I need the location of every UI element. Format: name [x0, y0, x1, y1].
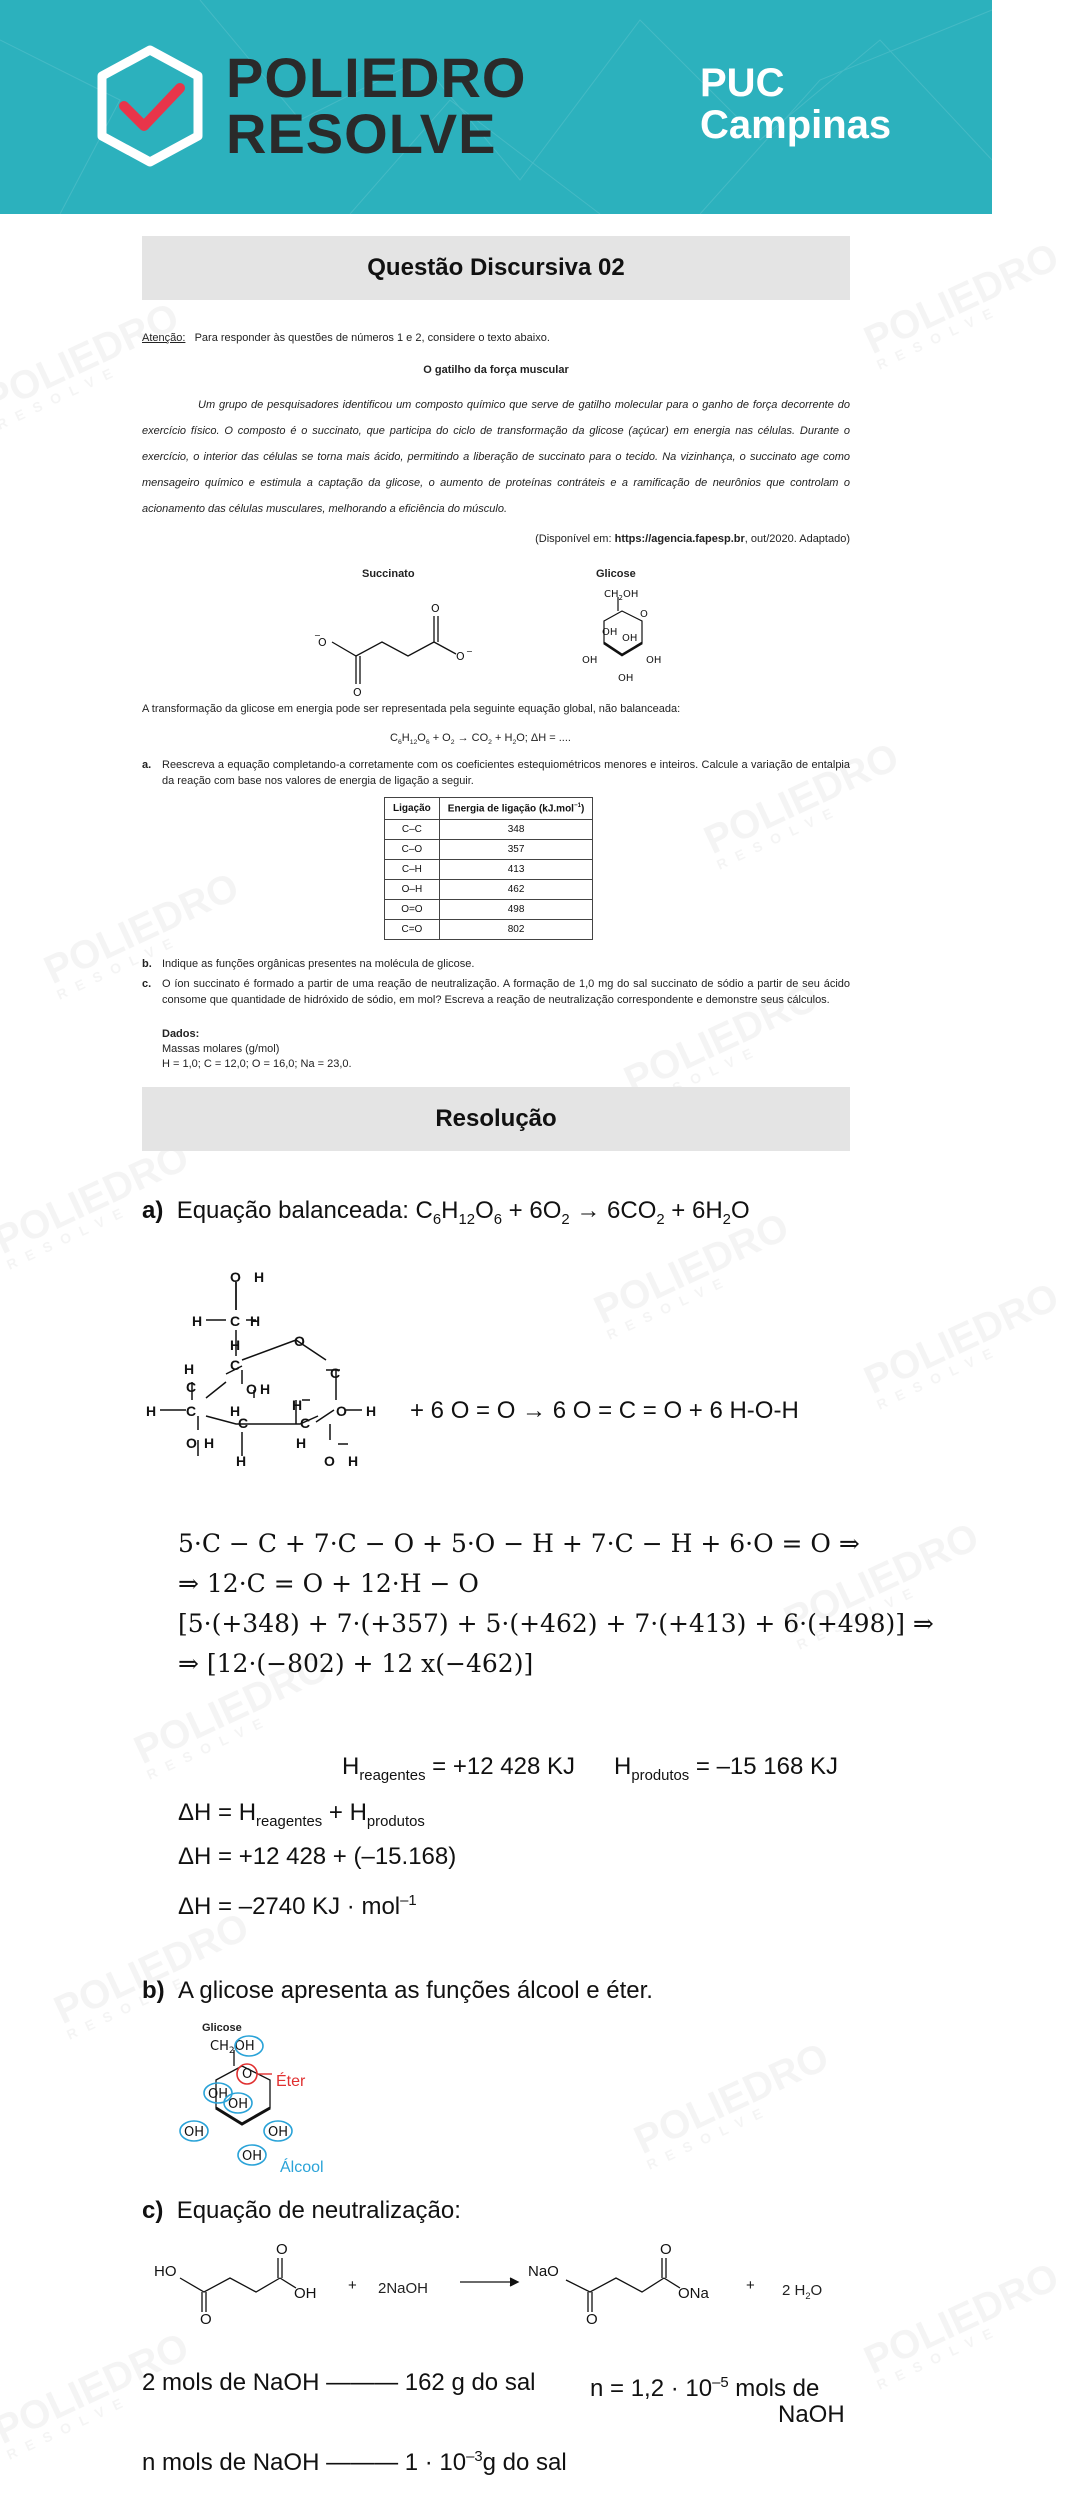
water-product: 2 $H_2O$ — [782, 2282, 823, 2301]
brand-name — [226, 46, 527, 165]
massas-label: Massas molares (g/mol) — [162, 1043, 280, 1055]
item-c-text: O íon succinato é formado a partir de uma reação de neutralização. A formação de 1,0 mg do sal succinato de sódio a partir de seu ácido consome que quantidade de hidróxido de sódio, em mol? Escreva a reação de neutralização correspondente e demonstre seus cálculos. — [162, 978, 850, 1006]
reaction-right-side: + 6 O = O → 6 O = C = O + 6 H-O-H — [410, 1397, 799, 1424]
svg-text:OH: OH — [242, 2149, 263, 2164]
svg-text:H: H — [250, 1313, 261, 1329]
svg-text:H: H — [192, 1313, 203, 1329]
glucose-structure — [582, 585, 682, 695]
math-line-3: [5·(+348) + 7·(+357) + 5·(+462) + 7·(+413) + 6·(+498)] ⇒ — [178, 1609, 934, 1638]
svg-text:ONa: ONa — [678, 2285, 709, 2302]
svg-text:OH: OH — [208, 2087, 229, 2102]
table-row: C–H 413 — [385, 860, 593, 880]
table-header-energy: Energia de ligação (kJ.mol$^{-1}$) — [439, 798, 593, 820]
svg-text:O: O — [230, 1269, 241, 1285]
calc-line-1-right: $n = 1,2 \cdot 10^{-5}$ mols de — [590, 2375, 820, 2402]
table-row: O–H 462 — [385, 880, 593, 900]
item-b-letter: b. — [142, 958, 152, 970]
dh-line-1: $\Delta H = H_{reagentes} + H_{produtos}$ — [178, 1799, 425, 1830]
table-row: C–O 357 — [385, 840, 593, 860]
alcool-label: Álcool — [280, 2159, 324, 2176]
text-title: O gatilho da força muscular — [423, 364, 569, 376]
svg-text:O: O — [640, 609, 648, 620]
question-title: Questão Discursiva 02 — [142, 236, 850, 300]
partner-name — [700, 62, 891, 146]
check-hexagon-icon — [94, 44, 206, 168]
svg-text:C: C — [300, 1415, 311, 1431]
svg-text:H: H — [146, 1403, 157, 1419]
svg-text:OH: OH — [184, 2125, 205, 2140]
succinato-label: Succinato — [362, 568, 415, 580]
item-a-letter: a. — [142, 759, 152, 771]
dh-line-3: ΔH = –2740 KJ · mol$^{-1}$ — [178, 1893, 417, 1920]
table-header-bond: Ligação — [385, 798, 440, 820]
table-row: C–C 348 — [385, 820, 593, 840]
svg-text:H: H — [230, 1337, 241, 1353]
svg-text:CH2OH: $CH_2OH$ — [210, 2039, 255, 2056]
svg-text:H: H — [260, 1381, 271, 1397]
resolution-c-line: c) Equação de neutralização: — [142, 2197, 461, 2224]
svg-text:H: H — [254, 1269, 265, 1285]
svg-text:O: O — [324, 1453, 335, 1469]
svg-text:O: O — [276, 2241, 288, 2258]
dados-label: Dados: — [162, 1028, 200, 1040]
svg-text:C: C — [230, 1357, 241, 1373]
svg-text:OH: OH — [582, 655, 598, 666]
resolution-a-line: a) Equação balanceada: $C_6H_{12}O_6 + 6O_2 \to 6CO_2 + 6H_2O$ — [142, 1197, 750, 1228]
svg-text:H: H — [366, 1403, 377, 1419]
transform-text: A transformação da glicose em energia pode ser representada pela seguinte equação global, não balanceada: — [142, 703, 681, 715]
math-line-1: 5·C − C + 7·C − O + 5·O − H + 7·C − H + 6·O = O ⇒ — [178, 1529, 860, 1558]
svg-text:OH: OH — [602, 627, 618, 638]
svg-text:OH: OH — [294, 2285, 317, 2302]
calc-line-1-right-2: NaOH — [778, 2401, 845, 2428]
svg-text:+: + — [746, 2277, 755, 2294]
svg-text:O: O — [246, 1381, 257, 1397]
svg-text:C: C — [330, 1365, 341, 1381]
calc-line-2: n mols de NaOH ——— $1 \cdot 10^{-3}g$ do sal — [142, 2449, 567, 2476]
h-produtos: $H_{produtos} = -15$ 168 KJ — [614, 1753, 839, 1784]
svg-text:O: O — [318, 636, 327, 649]
svg-text:O: O — [242, 2067, 253, 2082]
global-equation: $C_6H_{12}O_6 + O_2 \to CO_2 + H_2O$; ΔH = .... — [390, 732, 571, 747]
math-line-4: ⇒ [12·(−802) + 12 x(−462)] — [178, 1649, 534, 1678]
table-row: C=O 802 — [385, 920, 593, 940]
watermark — [859, 238, 1069, 372]
massas-values: H = 1,0; C = 12,0; O = 16,0; Na = 23,0. — [162, 1058, 352, 1070]
brand-line2: RESOLVE — [226, 102, 497, 165]
bond-energy-table — [384, 797, 593, 940]
svg-text:H: H — [296, 1435, 307, 1451]
watermark — [859, 1278, 1069, 1412]
glicose-b-label: Glicose — [202, 2022, 242, 2034]
calc-line-1-left: 2 mols de NaOH ——— 162 g do sal — [142, 2369, 536, 2396]
question-paragraph: Um grupo de pesquisadores identificou um composto químico que serve de gatilho molecular para o ganho de força decorrente do exercício físico. O composto é o succinato, que participa do ciclo de transformação da glicose (açúcar) em energia nas células. Durante o exercício, o interior das células se torna mais ácido, permitindo a liberação de succinato para o tecido. Na vizinhança, o succinato age como mensageiro químico e estimula a captação da glicose, o aumento de proteínas contráteis e a ramificação de neurônios que controlam o acionamento das células musculares, melhorando a eficiência do músculo. — [142, 399, 850, 515]
svg-text:O: O — [353, 686, 362, 699]
brand-line1: POLIEDRO — [226, 46, 527, 109]
svg-text:H: H — [348, 1453, 359, 1469]
svg-text:C: C — [186, 1379, 197, 1395]
attention-line: Atenção: Para responder às questões de números 1 e 2, considere o texto abaixo. — [142, 332, 550, 344]
item-a-text: Reescreva a equação completando-a corretamente com os coeficientes estequiométricos menores e inteiros. Calcule a variação de entalpia da reação com base nos valores de energia de ligação a seguir. — [162, 759, 850, 787]
svg-text:O: O — [660, 2241, 672, 2258]
header-banner — [0, 0, 992, 214]
watermark — [859, 2258, 1069, 2392]
svg-text:O: O — [431, 602, 440, 615]
dh-line-2: ΔH = +12 428 + (–15.168) — [178, 1843, 457, 1870]
svg-text:C: C — [238, 1415, 249, 1431]
naoh-reagent: 2NaOH — [378, 2280, 429, 2297]
item-b-text: Indique as funções orgânicas presentes na molécula de glicose. — [162, 958, 475, 970]
svg-text:O: O — [200, 2311, 212, 2328]
resolution-title: Resolução — [142, 1087, 850, 1151]
watermark — [629, 2038, 839, 2172]
svg-text:H: H — [292, 1397, 303, 1413]
svg-text:−: − — [314, 631, 321, 640]
svg-text:H: H — [204, 1435, 215, 1451]
source-line: (Disponível em: https://agencia.fapesp.br, out/2020. Adaptado) — [535, 533, 850, 545]
partner-line1: PUC — [700, 61, 785, 105]
item-c-letter: c. — [142, 978, 152, 990]
glucose-functions-structure — [176, 2036, 356, 2176]
table-row: O=O 498 — [385, 900, 593, 920]
svg-text:OH: OH — [228, 2097, 249, 2112]
eter-label: Éter — [276, 2073, 306, 2090]
succinate-structure — [310, 600, 473, 700]
svg-text:C: C — [186, 1403, 197, 1419]
svg-text:O: O — [586, 2311, 598, 2328]
svg-text:HO: HO — [154, 2263, 177, 2280]
svg-text:O: O — [294, 1333, 305, 1349]
svg-text:NaO: NaO — [528, 2263, 559, 2280]
svg-text:CH2OH: $CH_2OH$ — [604, 589, 639, 602]
svg-text:+: + — [348, 2277, 357, 2294]
h-reagentes: $H_{reagentes} = +12$ 428 KJ — [342, 1753, 575, 1784]
math-line-2: ⇒ 12·C = O + 12·H − O — [178, 1569, 479, 1598]
svg-text:O: O — [336, 1403, 347, 1419]
svg-text:O: O — [456, 650, 465, 663]
svg-text:C: C — [230, 1313, 241, 1329]
glicose-label: Glicose — [596, 568, 636, 580]
svg-text:O: O — [186, 1435, 197, 1451]
svg-text:OH: OH — [646, 655, 662, 666]
svg-text:H: H — [184, 1361, 195, 1377]
partner-line2: Campinas — [700, 103, 892, 147]
svg-text:H: H — [230, 1403, 241, 1419]
glucose-bond-structure — [146, 1270, 396, 1470]
svg-text:OH: OH — [622, 633, 638, 644]
svg-text:H: H — [236, 1453, 247, 1469]
resolution-b-line: b) A glicose apresenta as funções álcool e éter. — [142, 1977, 653, 2004]
neutralization-reaction — [150, 2236, 850, 2326]
svg-text:OH: OH — [268, 2125, 289, 2140]
svg-text:OH: OH — [618, 673, 634, 684]
svg-text:−: − — [466, 647, 473, 656]
